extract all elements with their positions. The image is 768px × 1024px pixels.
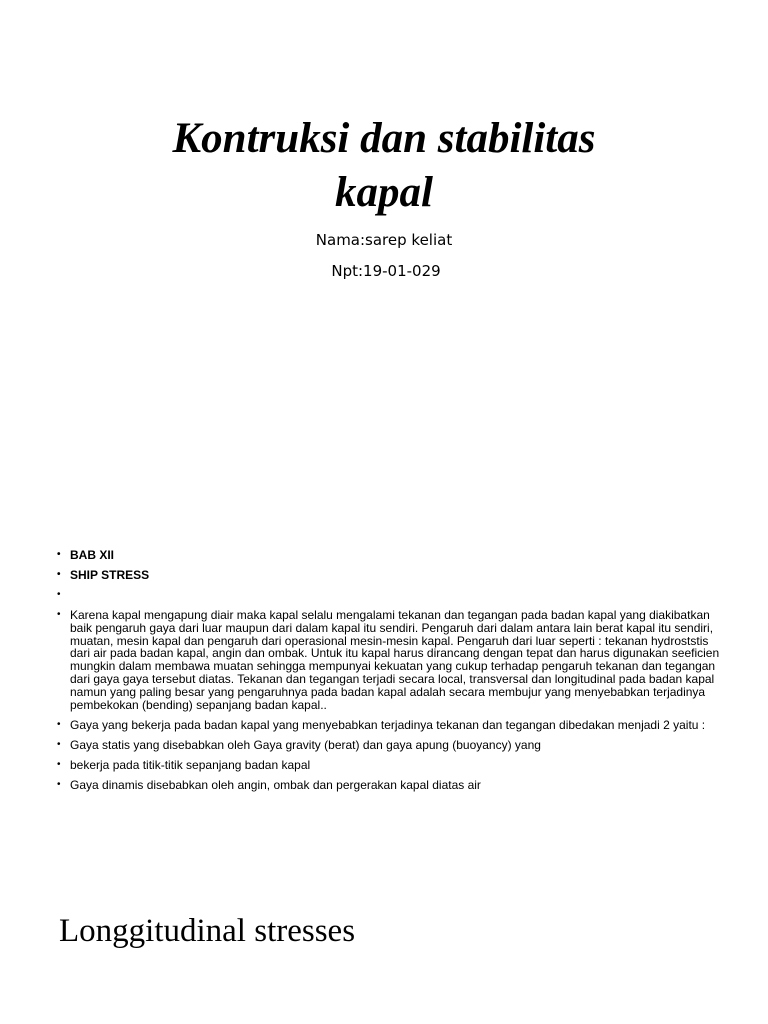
section-heading: Longgitudinal stresses bbox=[59, 913, 356, 949]
content-bullet-list bbox=[56, 549, 728, 799]
student-number: Npt:19-01-029 bbox=[331, 262, 441, 280]
bullet-static-force-cont: • bekerja pada titik-titik sepanjang badan kapal bbox=[56, 759, 728, 772]
slide-title-line-1: Kontruksi dan stabilitas bbox=[172, 115, 596, 162]
bullet-topic: • SHIP STRESS bbox=[56, 569, 728, 582]
bullet-paragraph: • Karena kapal mengapung diair maka kapal selalu mengalami tekanan dan tegangan pada badan kapal yang diakibatkan baik pengaruh gaya dari luar maupun dari dalam kapal itu sendiri. Pengaruh dari dalam antara lain berat kapal itu sendiri, muatan, mesin kapal dan pengaruh dari operasional mesin-mesin kapal. Pengaruh dari luar seperti : tekanan hydroststis dari air pada badan kapal, angin dan ombak. Untuk itu kapal harus dirancang dengan tepat dan harus digunakan seeficien mungkin dalam membawa muatan sehingga mempunyai kekuatan yang cukup terhadap pengaruh tekanan dan tegangan dari gaya gaya tersebut diatas. Tekanan dan tegangan terjadi secara local, transversal dan longitudinal pada badan kapal namun yang paling besar yang pengaruhnya pada badan kapal adalah secara membujur yang menyebabkan terjadinya pembekokan (bending) sepanjang badan kapal.. bbox=[56, 609, 728, 711]
bullet-forces-intro: • Gaya yang bekerja pada badan kapal yang menyebabkan terjadinya tekanan dan tegangan dibedakan menjadi 2 yaitu : bbox=[56, 719, 728, 732]
bullet-chapter: • BAB XII bbox=[56, 549, 728, 562]
bullet-static-force: • Gaya statis yang disebabkan oleh Gaya gravity (berat) dan gaya apung (buoyancy) yang bbox=[56, 739, 728, 752]
bullet-dynamic-force: • Gaya dinamis disebabkan oleh angin, ombak dan pergerakan kapal diatas air bbox=[56, 779, 728, 792]
author-name: Nama:sarep keliat bbox=[315, 231, 453, 249]
slide-title bbox=[0, 112, 768, 220]
bullet-empty bbox=[56, 589, 728, 602]
slide-title-line-2: kapal bbox=[335, 169, 433, 216]
